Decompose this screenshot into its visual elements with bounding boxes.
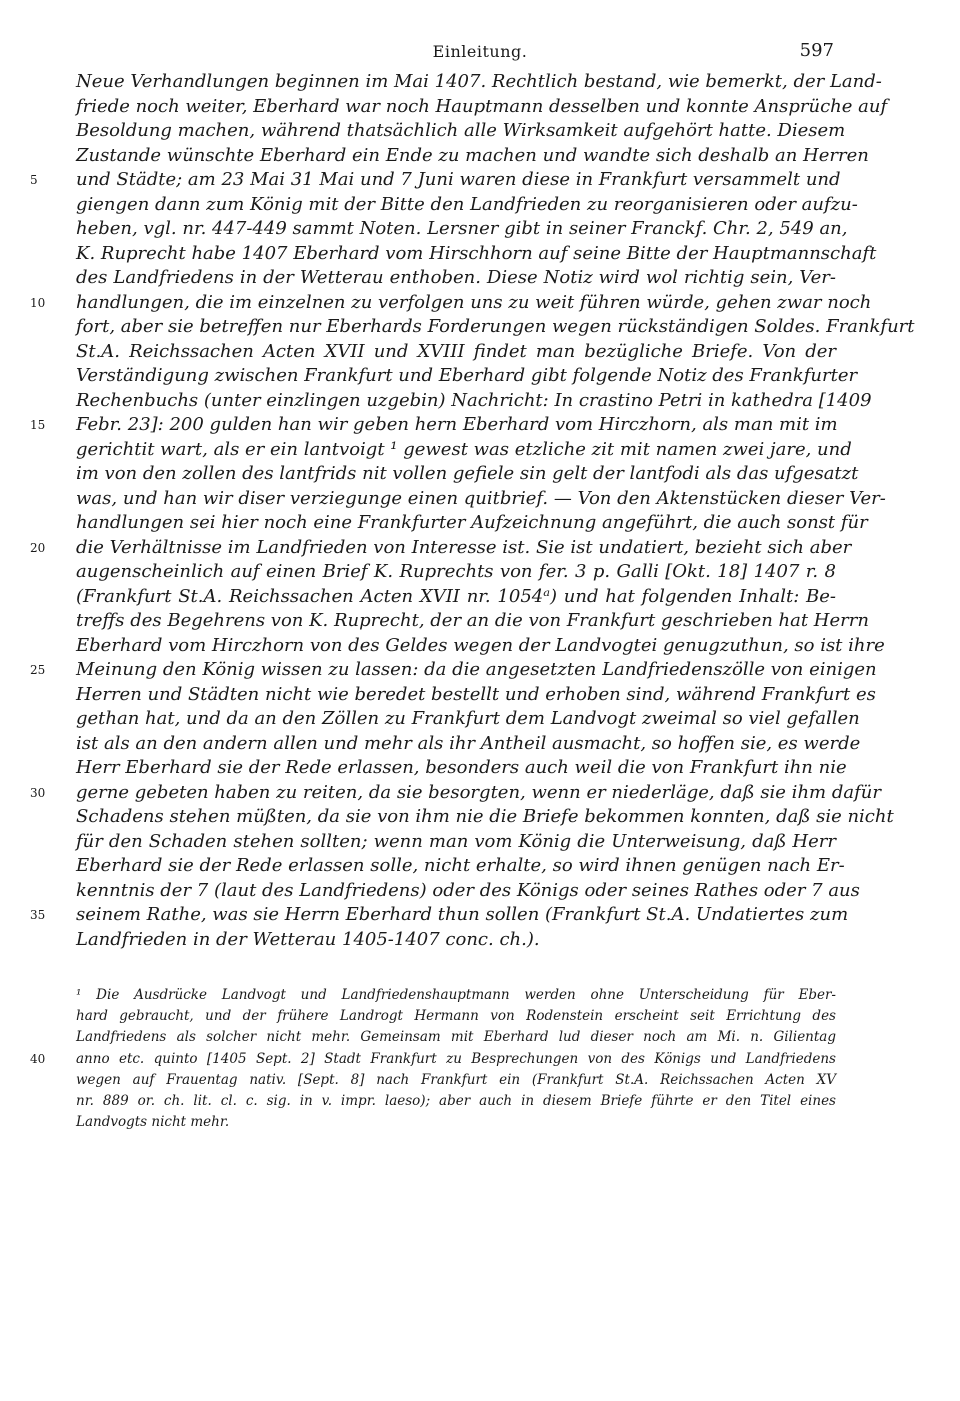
footnote-line: [76, 1027, 836, 1048]
line-number: 15: [30, 418, 46, 432]
body-line: [30, 903, 849, 928]
line-number: 40: [30, 1051, 46, 1066]
body-text: [30, 70, 915, 952]
body-line: [76, 854, 845, 879]
line-text: St.A. Reichssachen Acten XVII und XVIII findet man bezügliche Briefe. Von der: [76, 340, 836, 362]
body-line: [76, 511, 868, 536]
body-line: [76, 830, 836, 855]
line-text: Eberhard sie der Rede erlassen solle, nicht erhalte, so wird ihnen genügen nach Er-: [76, 855, 845, 876]
body-line: [76, 560, 836, 585]
line-number: 25: [30, 663, 46, 677]
body-line: [76, 217, 848, 242]
line-text: (Frankfurt St.A. Reichssachen Acten XVII nr. 1054ᵃ) und hat folgenden Inhalt: Be-: [76, 585, 836, 607]
line-text: Neue Verhandlungen beginnen im Mai 1407. Rechtlich bestand, wie bemerkt, der Land-: [76, 71, 882, 92]
body-line: [30, 291, 872, 316]
line-text: gerne gebeten haben zu reiten, da sie besorgten, wenn er niederläge, daß sie ihm dafür: [76, 781, 881, 803]
line-number: 35: [30, 908, 46, 922]
line-text: heben, vgl. nr. 447-449 sammt Noten. Lersner gibt in seiner Franckf. Chr. 2, 549 an,: [76, 218, 848, 239]
line-text: handlungen, die im einzelnen zu verfolgen uns zu weit führen würde, gehen zwar noch: [76, 291, 872, 313]
line-text: was, und han wir diser verziegunge einen quitbrief. — Von den Aktenstücken dieser Ver-: [76, 487, 886, 509]
footnote-line: [76, 1070, 836, 1091]
line-text: friede noch weiter, Eberhard war noch Hauptmann desselben und konnte Ansprüche auf: [76, 95, 888, 117]
line-text: Landvogts nicht mehr.: [76, 1114, 230, 1131]
line-text: Schadens stehen müßten, da sie von ihm nie die Briefe bekommen konnten, daß sie nicht: [76, 806, 894, 827]
body-line: [76, 193, 858, 218]
footnote: [30, 985, 836, 1133]
body-line: [76, 70, 882, 95]
body-line: [76, 707, 860, 732]
line-text: Verständigung zwischen Frankfurt und Eberhard gibt folgende Notiz des Frankfurter: [76, 365, 858, 386]
line-text: Rechenbuchs (unter einzlingen uzgebin) Nachricht: In crastino Petri in kathedra [1409: [76, 389, 872, 411]
line-text: augenscheinlich auf einen Brief K. Ruprechts von fer. 3 p. Galli [Okt. 18] 1407 r. 8: [76, 561, 836, 582]
line-text: hard gebraucht, und der frühere Landrogt Hermann von Rodenstein erscheint seit Errichtung des: [76, 1008, 836, 1025]
footnote-line: [76, 1006, 836, 1027]
body-line: [76, 585, 836, 610]
body-line: [76, 144, 869, 169]
line-text: Febr. 23]: 200 gulden han wir geben hern Eberhard vom Hirczhorn, als man mit im: [76, 414, 838, 435]
body-line: [76, 95, 888, 120]
line-number: 30: [30, 785, 46, 800]
body-line: [30, 658, 877, 683]
footnote-line: [76, 985, 836, 1006]
line-text: treffs des Begehrens von K. Ruprecht, der an die von Frankfurt geschrieben hat Herrn: [76, 610, 869, 631]
line-text: kenntnis der 7 (laut des Landfriedens) oder des Königs oder seines Rathes oder 7 aus: [76, 879, 860, 901]
body-line: [76, 805, 894, 830]
page-number: 597: [799, 40, 834, 61]
body-line: [76, 683, 876, 708]
line-text: Landfrieden in der Wetterau 1405-1407 conc. ch.).: [76, 928, 540, 950]
footnote-line: [76, 1091, 836, 1112]
line-text: Meinung den König wissen zu lassen: da die angesetzten Landfriedenszölle von einigen: [76, 659, 877, 680]
line-text: und Städte; am 23 Mai 31 Mai und 7 Juni waren diese in Frankfurt versammelt und: [76, 169, 841, 190]
line-text: gerichtit wart, als er ein lantvoigt ¹ gewest was etzliche zit mit namen zwei jare, und: [76, 438, 852, 460]
line-number: 10: [30, 295, 46, 310]
body-line: [76, 438, 852, 463]
line-text: ¹ Die Ausdrücke Landvogt und Landfriedenshauptmann werden ohne Unterscheidung für Eber-: [76, 987, 836, 1003]
line-text: wegen auf Frauentag nativ. [Sept. 8] nach Frankfurt ein (Frankfurt St.A. Reichssachen Acten XV: [76, 1071, 836, 1088]
line-text: fort, aber sie betreffen nur Eberhards Forderungen wegen rückständigen Soldes. Frankfurt: [76, 316, 915, 337]
running-header: Einleitung.: [432, 42, 528, 61]
line-text: Zustande wünschte Eberhard ein Ende zu machen und wandte sich deshalb an Herren: [76, 144, 869, 166]
line-text: für den Schaden stehen sollten; wenn man vom König die Unterweisung, daß Herr: [76, 830, 836, 852]
body-line: [76, 609, 869, 634]
line-text: Eberhard vom Hirczhorn von des Geldes wegen der Landvogtei genugzuthun, so ist ihre: [76, 634, 885, 656]
body-line: [76, 364, 858, 389]
body-line: [76, 732, 861, 757]
line-text: nr. 889 or. ch. lit. cl. c. sig. in v. impr. laeso); aber auch in diesem Briefe führte er den Titel eines: [76, 1092, 836, 1109]
line-text: K. Ruprecht habe 1407 Eberhard vom Hirschhorn auf seine Bitte der Hauptmannschaft: [76, 242, 877, 264]
body-line: [30, 536, 852, 561]
body-line: [76, 462, 859, 487]
line-text: des Landfriedens in der Wetterau enthoben. Diese Notiz wird wol richtig sein, Ver-: [76, 267, 836, 288]
body-line: [76, 266, 836, 291]
body-line: [76, 487, 886, 512]
line-text: die Verhältnisse im Landfrieden von Interesse ist. Sie ist undatiert, bezieht sich aber: [76, 536, 852, 558]
body-line: [76, 634, 885, 659]
footnote-line: [30, 1049, 836, 1070]
line-text: seinem Rathe, was sie Herrn Eberhard thun sollen (Frankfurt St.A. Undatiertes zum: [76, 904, 849, 925]
line-text: giengen dann zum König mit der Bitte den Landfrieden zu reorganisieren oder aufzu-: [76, 193, 858, 215]
line-text: Besoldung machen, während thatsächlich alle Wirksamkeit aufgehört hatte. Diesem: [76, 120, 846, 141]
body-line: [30, 413, 838, 438]
line-text: ist als an den andern allen und mehr als ihr Antheil ausmacht, so hoffen sie, es werde: [76, 732, 861, 754]
line-text: im von den zollen des lantfrids nit vollen gefiele sin gelt der lantfodi als das ufgesatzt: [76, 463, 859, 484]
line-text: Landfriedens als solcher nicht mehr. Gemeinsam mit Eberhard lud dieser noch am Mi. n. Gilientag: [76, 1029, 836, 1046]
line-number: 20: [30, 540, 46, 555]
body-line: [76, 315, 915, 340]
body-line: [76, 340, 836, 365]
body-line: [30, 781, 881, 806]
line-number: 5: [30, 173, 38, 187]
line-text: Herr Eberhard sie der Rede erlassen, besonders auch weil die von Frankfurt ihn nie: [76, 757, 847, 778]
body-line: [76, 119, 846, 144]
body-line: [76, 756, 847, 781]
footnote-line: [76, 1112, 836, 1133]
body-line: [76, 389, 872, 414]
line-text: anno etc. quinto [1405 Sept. 2] Stadt Frankfurt zu Besprechungen von des Königs und Landfriedens: [76, 1050, 836, 1067]
line-text: gethan hat, und da an den Zöllen zu Frankfurt dem Landvogt zweimal so viel gefallen: [76, 708, 860, 729]
body-line: [30, 168, 841, 193]
line-text: Herren und Städten nicht wie beredet bestellt und erhoben sind, während Frankfurt es: [76, 683, 876, 705]
body-line: [76, 242, 877, 267]
body-line: [76, 879, 860, 904]
body-line: [76, 928, 836, 953]
line-text: handlungen sei hier noch eine Frankfurter Aufzeichnung angeführt, die auch sonst für: [76, 512, 868, 533]
